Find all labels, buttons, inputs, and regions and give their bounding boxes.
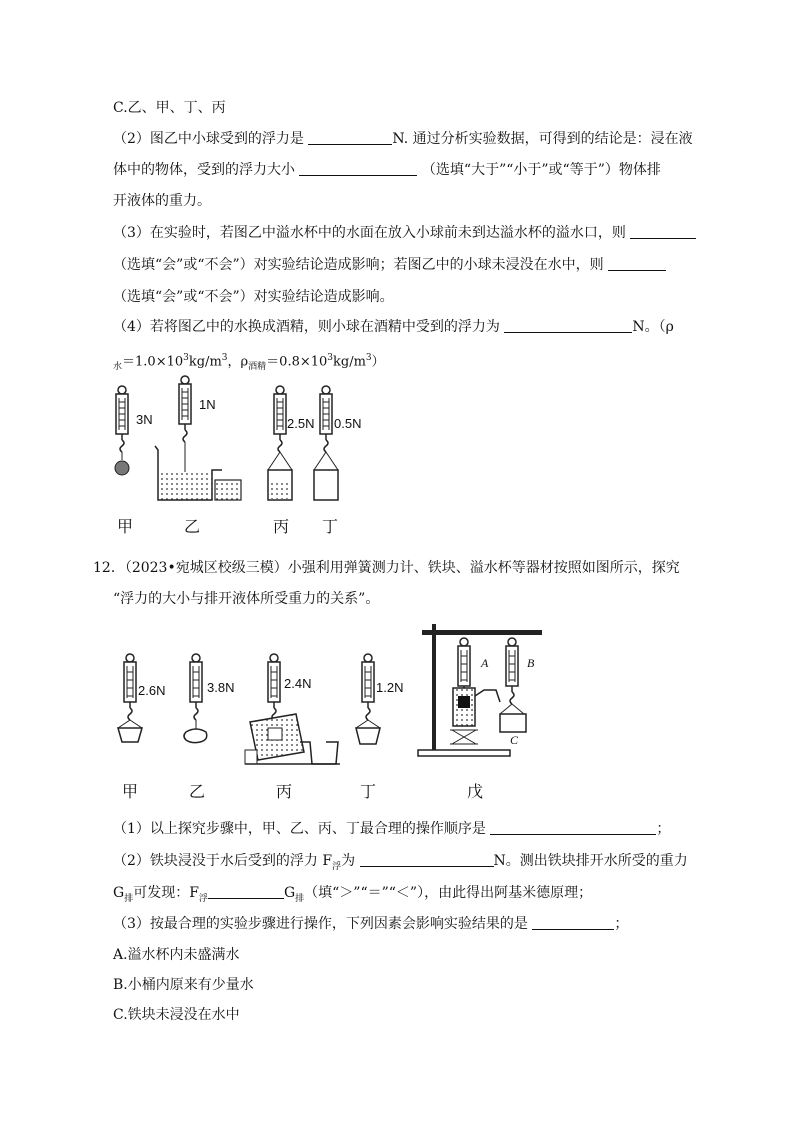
q11-part4-line1: （4）若将图乙中的水换成酒精，则小球在酒精中受到的浮力为 N。（ρ: [113, 319, 674, 335]
figure-caption: 丙: [273, 517, 290, 536]
scale-reading: 2.5N: [287, 416, 315, 431]
q11-part3-line2: （选填“会”或“不会”）对实验结论造成影响；若图乙中的小球未浸没在水中，则: [113, 256, 666, 274]
bucket-icon: [356, 728, 380, 744]
figure-caption: 丁: [322, 517, 339, 536]
q11-density-line: $_水=1.0\times 10^3kg/m^3$，$\rho_{酒精}=0.8\times 10^3kg/m^3$）: [113, 353, 385, 372]
spring-scale-icon: [190, 654, 202, 720]
scale-reading: 2.6N: [138, 683, 166, 698]
answer-blank[interactable]: [208, 884, 284, 899]
figure-caption: 丙: [276, 782, 293, 801]
q12-experiment-figure: [100, 618, 560, 768]
scale-reading: 1.2N: [376, 680, 404, 695]
bucket-icon: [118, 728, 142, 742]
scale-reading: 3N: [136, 412, 153, 427]
q11-part3-line3: （选填“会”或“不会”）对实验结论造成影响。: [113, 289, 394, 305]
q11-experiment-figure: [100, 372, 360, 512]
answer-blank[interactable]: [299, 161, 417, 176]
label-a: A: [481, 656, 489, 670]
q12-option-a: A.溢水杯内未盛满水: [113, 947, 240, 963]
answer-blank[interactable]: [360, 852, 494, 867]
lifting-platform-icon: [450, 730, 478, 744]
figure-caption: 甲: [117, 517, 134, 536]
iron-block-icon: [458, 696, 470, 708]
spring-scale-icon: [362, 654, 374, 720]
answer-blank[interactable]: [308, 130, 392, 145]
crossbar-icon: [422, 630, 542, 635]
spring-scale-icon: [268, 654, 280, 720]
q12-part2-line1: （2）铁块浸没于水后受到的浮力 $F_浮$为 N。测出铁块排开水所受的重力: [113, 853, 688, 872]
answer-blank[interactable]: [490, 820, 656, 835]
q12-part2-line2: $G_排$可发现：$F_浮$ $G_排$（填“＞”“＝”“＜”），由此得出阿基米德原理；: [113, 885, 593, 904]
bucket-icon: [314, 470, 338, 500]
q12-part3: （3）按最合理的实验步骤进行操作，下列因素会影响实验结果的是 ；: [113, 916, 629, 932]
beaker-icon: [215, 480, 241, 500]
figure-caption: 戊: [467, 782, 484, 801]
ball-icon: [115, 461, 129, 475]
beaker-icon: [300, 742, 338, 764]
spring-scale-icon: [116, 386, 128, 452]
q11-part2-line2: 体中的物体，受到的浮力大小 （选填“大于”“小于”或“等于”）物体排: [113, 162, 661, 178]
scale-reading: 2.4N: [284, 676, 312, 691]
q11-part2-line3: 开液体的重力。: [113, 193, 211, 209]
iron-block-icon: [184, 729, 207, 743]
q12-option-c: C.铁块未浸没在水中: [113, 1007, 240, 1023]
spring-scale-icon: [506, 638, 518, 704]
figure-caption: 乙: [184, 517, 201, 536]
q12-part1: （1）以上探究步骤中，甲、乙、丙、丁最合理的操作顺序是 ；: [113, 821, 671, 837]
q12-stem-line2: “浮力的大小与排开液体所受重力的关系”。: [113, 591, 380, 607]
stand-base-icon: [418, 750, 510, 756]
stand-pole-icon: [432, 624, 436, 750]
answer-blank[interactable]: [532, 915, 614, 930]
answer-blank[interactable]: [608, 256, 666, 271]
figure-caption: 丁: [360, 782, 377, 801]
spring-scale-icon: [320, 386, 332, 452]
q12-stem-line1: 12．（2023•宛城区校级三模）小强利用弹簧测力计、铁块、溢水杯等器材按照如图所示，探究: [93, 560, 680, 576]
q12-option-b: B.小桶内原来有少量水: [113, 977, 254, 993]
q11-part3-line1: （3）在实验时，若图乙中溢水杯中的水面在放入小球前未到达溢水杯的溢水口，则: [113, 224, 696, 242]
spring-scale-icon: [124, 654, 136, 720]
scale-reading: 0.5N: [334, 416, 362, 431]
label-b: B: [527, 656, 535, 670]
scale-reading: 1N: [199, 397, 216, 412]
spring-scale-icon: [179, 376, 191, 442]
scale-reading: 3.8N: [207, 680, 235, 695]
spring-scale-icon: [274, 386, 286, 452]
answer-blank[interactable]: [630, 224, 696, 239]
label-c: C: [510, 733, 519, 747]
figure-caption: 甲: [122, 782, 139, 801]
q11-option-c: C.乙、甲、丁、丙: [113, 100, 226, 116]
q11-part2-line1: （2）图乙中小球受到的浮力是 N. 通过分析实验数据，可得到的结论是：浸在液: [113, 131, 693, 147]
answer-blank[interactable]: [504, 318, 632, 333]
figure-caption: 乙: [189, 782, 206, 801]
bucket-icon: [500, 714, 526, 732]
